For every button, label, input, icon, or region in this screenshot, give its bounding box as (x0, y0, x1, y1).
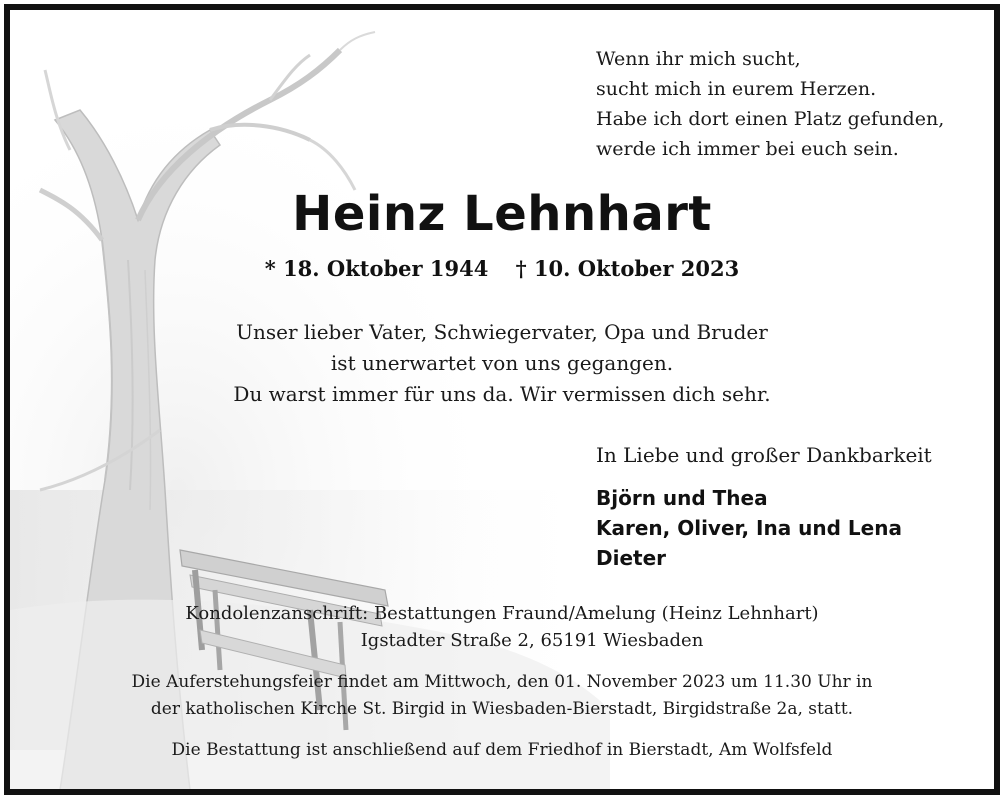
farewell-message (10, 317, 994, 410)
family-list (596, 483, 986, 573)
family-member: Dieter (596, 546, 667, 570)
ceremony-info (10, 669, 994, 723)
ceremony-line: Die Auferstehungsfeier findet am Mittwoch, den 01. November 2023 um 11.30 Uhr in (131, 672, 873, 692)
family-member: Björn und Thea (596, 486, 768, 510)
life-dates (10, 256, 994, 281)
thanks-line: In Liebe und großer Dankbarkeit (596, 443, 932, 467)
burial-info: Die Bestattung ist anschließend auf dem Friedhof in Bierstadt, Am Wolfsfeld (171, 740, 833, 760)
ceremony-line: der katholischen Kirche St. Birgid in Wiesbaden-Bierstadt, Birgidstraße 2a, statt. (150, 699, 854, 719)
death-date: † 10. Oktober 2023 (515, 256, 740, 281)
poem (596, 44, 976, 164)
poem-line: sucht mich in eurem Herzen. (596, 78, 877, 100)
obituary-notice (4, 4, 1000, 795)
poem-line: Wenn ihr mich sucht, (596, 48, 801, 70)
birth-date: * 18. Oktober 1944 (264, 256, 489, 281)
poem-line: Habe ich dort einen Platz gefunden, (596, 108, 945, 130)
family-member: Karen, Oliver, Ina und Lena (596, 516, 902, 540)
poem-line: werde ich immer bei euch sein. (596, 138, 899, 160)
message-line: Du warst immer für uns da. Wir vermissen dich sehr. (233, 382, 771, 406)
message-line: ist unerwartet von uns gegangen. (330, 351, 674, 375)
condolence-line: Igstadter Straße 2, 65191 Wiesbaden (360, 630, 704, 651)
condolence-line: Kondolenzanschrift: Bestattungen Fraund/Amelung (Heinz Lehnhart) (185, 603, 819, 624)
deceased-name: Heinz Lehnhart (292, 186, 712, 242)
message-line: Unser lieber Vater, Schwiegervater, Opa und Bruder (236, 320, 768, 344)
condolence-address (10, 600, 994, 654)
